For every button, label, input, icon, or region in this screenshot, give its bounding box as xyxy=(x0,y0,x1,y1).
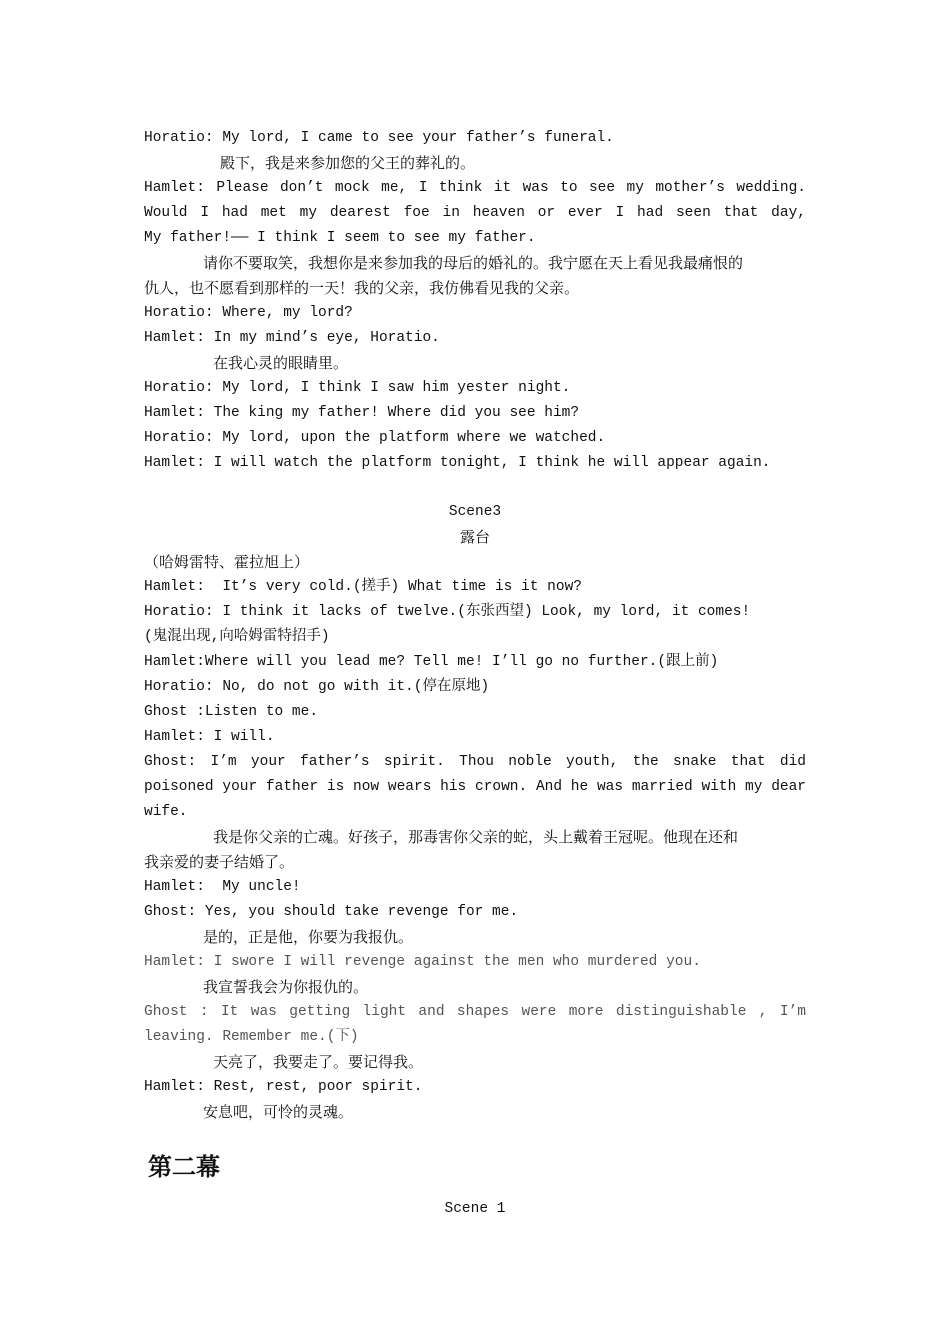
dialogue-line: Would I had met my dearest foe in heaven or ever I had seen that day, xyxy=(144,205,806,221)
dialogue-line: poisoned your father is now wears his crown. And he was married with my dear xyxy=(144,779,806,795)
dialogue-line: Hamlet: The king my father! Where did you see him? xyxy=(144,405,580,421)
scene-title: Scene3 xyxy=(448,504,502,520)
dialogue-line: Ghost: I’m your father’s spirit. Thou noble youth, the snake that did xyxy=(144,754,806,770)
dialogue-line: Hamlet: I will. xyxy=(144,729,275,745)
dialogue-line: Hamlet:Where will you lead me? Tell me! I’ll go no further.(跟上前) xyxy=(144,654,719,670)
translation-line: 请你不要取笑，我想你是来参加我的母后的婚礼的。我宁愿在天上看见我最痛恨的 xyxy=(203,254,744,272)
dialogue-line: Horatio: No, do not go with it.(停在原地) xyxy=(144,679,490,695)
dialogue-line: Horatio: My lord, I think I saw him yester night. xyxy=(144,380,571,396)
dialogue-line: Horatio: I think it lacks of twelve.(东张西望) Look, my lord, it comes! xyxy=(144,604,751,620)
dialogue-line: Hamlet: Rest, rest, poor spirit. xyxy=(144,1079,423,1095)
dialogue-line: Ghost: Yes, you should take revenge for me. xyxy=(144,904,519,920)
scene-title: Scene 1 xyxy=(444,1201,506,1217)
dialogue-line: wife. xyxy=(144,804,188,820)
stage-direction: (鬼混出现,向哈姆雷特招手) xyxy=(144,629,330,645)
dialogue-line: Hamlet: In my mind’s eye, Horatio. xyxy=(144,330,440,346)
dialogue-line: Ghost :Listen to me. xyxy=(144,704,319,720)
dialogue-line: Ghost : It was getting light and shapes were more distinguishable , I’m xyxy=(144,1004,806,1020)
dialogue-line: Hamlet: My uncle! xyxy=(144,879,301,895)
dialogue-line: leaving. Remember me.(下) xyxy=(144,1029,359,1045)
translation-line: 我宣誓我会为你报仇的。 xyxy=(203,978,369,996)
translation-line: 仇人，也不愿看到那样的一天！我的父亲，我仿佛看见我的父亲。 xyxy=(144,279,580,297)
dialogue-line: Hamlet: Please don’t mock me, I think it was to see my mother’s wedding. xyxy=(144,180,806,196)
translation-line: 殿下，我是来参加您的父王的葬礼的。 xyxy=(220,154,476,172)
dialogue-line: Horatio: My lord, I came to see your father’s funeral. xyxy=(144,130,614,146)
act-heading: 第二幕 xyxy=(148,1152,220,1181)
dialogue-line: Hamlet: I swore I will revenge against the men who murdered you. xyxy=(144,954,701,970)
dialogue-line: My father!—— I think I seem to see my father. xyxy=(144,230,536,246)
scene-location: 露台 xyxy=(459,528,490,546)
translation-line: 安息吧，可怜的灵魂。 xyxy=(203,1103,354,1121)
stage-direction: （哈姆雷特、霍拉旭上） xyxy=(144,553,310,571)
dialogue-line: Horatio: Where, my lord? xyxy=(144,305,353,321)
translation-line: 在我心灵的眼睛里。 xyxy=(213,354,349,372)
translation-line: 我亲爱的妻子结婚了。 xyxy=(144,853,295,871)
dialogue-line: Hamlet: I will watch the platform tonight, I think he will appear again. xyxy=(144,455,771,471)
dialogue-line: Hamlet: It’s very cold.(搓手) What time is it now? xyxy=(144,579,582,595)
translation-line: 我是你父亲的亡魂。好孩子，那毒害你父亲的蛇，头上戴着王冠呢。他现在还和 xyxy=(213,828,739,846)
dialogue-line: Horatio: My lord, upon the platform where we watched. xyxy=(144,430,606,446)
translation-line: 天亮了，我要走了。要记得我。 xyxy=(213,1053,424,1071)
translation-line: 是的，正是他，你要为我报仇。 xyxy=(203,928,414,946)
